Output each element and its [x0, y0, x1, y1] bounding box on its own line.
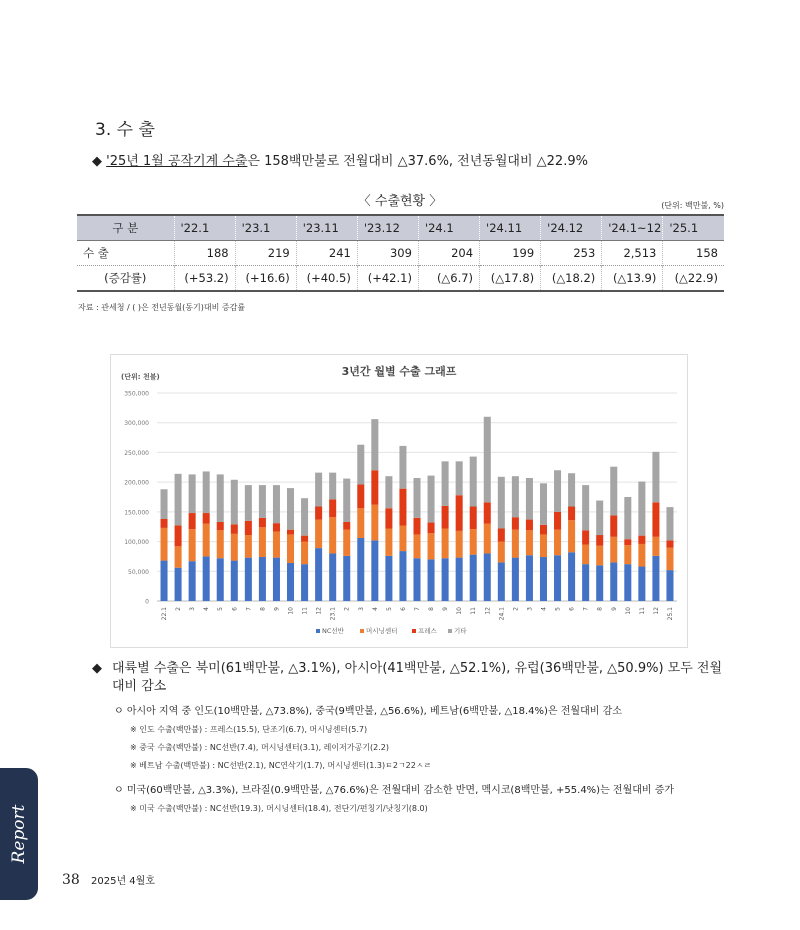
bar-segment — [273, 523, 280, 531]
bar-segment — [582, 564, 589, 601]
bar-segment — [568, 473, 575, 506]
bar-segment — [259, 485, 266, 518]
bar-segment — [512, 558, 519, 601]
table-cell: 204 — [418, 241, 479, 266]
bar-segment — [329, 517, 336, 553]
table-cell: (+40.5) — [296, 266, 357, 292]
america-paragraph: ㅇ 미국(60백만불, △3.3%), 브라질(0.9백만불, △76.6%)은 전월대비 감소한 반면, 멕시코(8백만불, +55.4%)는 전월대비 증가 — [114, 785, 675, 796]
bar-segment — [568, 520, 575, 552]
x-tick-label: 3 — [189, 607, 197, 611]
bar-segment — [287, 563, 294, 601]
bar-segment — [512, 530, 519, 558]
bar-segment — [512, 476, 519, 517]
table-header: 구 분 — [77, 215, 174, 241]
chart-title: 3년간 월별 수출 그래프 — [341, 365, 457, 378]
bullet-diamond: ◆ — [92, 154, 102, 169]
bar-segment — [526, 520, 533, 531]
bar-segment — [203, 556, 210, 601]
table-cell: (△22.9) — [663, 266, 724, 292]
bar-segment — [610, 515, 617, 536]
bar-segment — [231, 524, 238, 534]
bar-segment — [442, 506, 449, 529]
table-cell: 219 — [235, 241, 296, 266]
bar-segment — [484, 502, 491, 523]
y-tick-label: 0 — [145, 598, 149, 606]
bar-segment — [652, 502, 659, 536]
bar-segment — [526, 555, 533, 601]
bar-segment — [189, 561, 196, 601]
bar-segment — [203, 471, 210, 513]
table-cell: 241 — [296, 241, 357, 266]
bar-segment — [596, 501, 603, 535]
issue-label: 2025년 4월호 — [91, 876, 155, 887]
lead-rest: 은 158백만불로 전월대비 △37.6%, 전년동월대비 △22.9% — [247, 154, 588, 169]
bar-segment — [456, 558, 463, 601]
bar-segment — [624, 564, 631, 601]
bar-segment — [638, 544, 645, 567]
table-cell: 188 — [174, 241, 235, 266]
bar-segment — [329, 473, 336, 500]
bar-segment — [554, 555, 561, 601]
table-cell: (△17.8) — [480, 266, 541, 292]
x-tick-label: 7 — [245, 607, 253, 611]
bar-segment — [638, 567, 645, 601]
table-header: '23.1 — [235, 215, 296, 241]
x-tick-label: 8 — [259, 607, 267, 611]
bar-segment — [217, 474, 224, 522]
bar-segment — [582, 485, 589, 530]
bar-segment — [498, 528, 505, 541]
legend-label: 기타 — [454, 627, 467, 635]
table-header: '24.1 — [418, 215, 479, 241]
y-tick-label: 350,000 — [124, 390, 149, 398]
report-side-tab — [0, 768, 38, 900]
x-tick-label: 22.1 — [161, 607, 169, 621]
legend-swatch — [316, 629, 320, 633]
report-label: Report — [9, 804, 29, 864]
bar-segment — [568, 552, 575, 601]
x-tick-label: 5 — [554, 607, 562, 611]
bar-segment — [428, 559, 435, 601]
bar-segment — [161, 528, 168, 561]
table-header: '23.12 — [357, 215, 418, 241]
bar-segment — [498, 562, 505, 601]
x-tick-label: 4 — [203, 607, 211, 611]
bar-segment — [315, 473, 322, 507]
bar-segment — [329, 499, 336, 517]
bar-segment — [428, 533, 435, 559]
bar-segment — [287, 530, 294, 535]
bullet-diamond: ◆ — [92, 661, 102, 676]
bar-segment — [399, 551, 406, 601]
bar-segment — [666, 570, 673, 601]
bar-segment — [161, 519, 168, 528]
continent-summary — [92, 660, 732, 696]
table-header: '24.12 — [541, 215, 602, 241]
table-header: '22.1 — [174, 215, 235, 241]
bar-segment — [315, 548, 322, 601]
x-tick-label: 11 — [470, 607, 478, 615]
bar-segment — [484, 417, 491, 503]
bar-segment — [371, 505, 378, 541]
lead-sentence — [92, 150, 588, 169]
x-tick-label: 3 — [357, 607, 365, 611]
table-row — [77, 241, 724, 266]
table-cell: 158 — [663, 241, 724, 266]
bar-segment — [189, 529, 196, 561]
bar-segment — [470, 555, 477, 601]
y-tick-label: 150,000 — [124, 509, 149, 517]
bar-segment — [301, 498, 308, 535]
x-tick-label: 12 — [652, 607, 660, 615]
x-tick-label: 8 — [596, 607, 604, 611]
bar-segment — [329, 553, 336, 601]
bar-segment — [399, 446, 406, 489]
y-tick-label: 200,000 — [124, 479, 149, 487]
bar-segment — [413, 534, 420, 558]
table-unit: (단위: 백만불, %) — [661, 201, 724, 210]
bar-segment — [582, 530, 589, 544]
bar-segment — [484, 553, 491, 601]
bar-segment — [343, 522, 350, 530]
bar-segment — [175, 546, 182, 567]
bar-segment — [484, 524, 491, 554]
bar-segment — [652, 537, 659, 556]
row-label: 수 출 — [83, 246, 109, 260]
x-tick-label: 9 — [442, 607, 450, 611]
legend-label: 프레스 — [418, 627, 437, 635]
lead-underlined: '25년 1월 공작기계 수출 — [106, 154, 248, 169]
x-tick-label: 8 — [428, 607, 436, 611]
bar-segment — [526, 530, 533, 555]
note-vietnam: ※ 베트남 수출(백만불) : NC선반(2.1), NC연삭기(1.7), 머시닝센터(1.3)ㅌ2ㄱ22ㅅㄹ — [130, 761, 432, 770]
bar-segment — [175, 474, 182, 526]
x-tick-label: 5 — [385, 607, 393, 611]
bar-segment — [343, 556, 350, 601]
stacked-bar-chart — [111, 355, 687, 647]
bar-segment — [666, 548, 673, 571]
bar-segment — [189, 474, 196, 513]
legend-swatch — [360, 629, 364, 633]
bar-segment — [638, 482, 645, 536]
y-tick-label: 250,000 — [124, 449, 149, 457]
table-cell: 309 — [357, 241, 418, 266]
table-cell: 199 — [480, 241, 541, 266]
x-tick-label: 7 — [414, 607, 421, 611]
bar-segment — [357, 485, 364, 509]
bar-segment — [245, 558, 252, 601]
section-title: 3. 수 출 — [95, 120, 155, 140]
bar-segment — [624, 539, 631, 545]
bar-segment — [470, 529, 477, 555]
note-india: ※ 인도 수출(백만불) : 프레스(15.5), 단조기(6.7), 머시닝센터(5.7) — [130, 725, 368, 734]
x-tick-label: 6 — [231, 607, 239, 611]
bar-segment — [456, 495, 463, 531]
bar-segment — [301, 536, 308, 542]
bar-segment — [610, 537, 617, 563]
bar-segment — [371, 540, 378, 601]
x-tick-label: 10 — [624, 607, 632, 615]
table-source: 자료 : 관세청 / ( )은 전년동월(동기)대비 증감률 — [78, 303, 246, 312]
y-tick-label: 100,000 — [124, 539, 149, 547]
x-tick-label: 11 — [638, 607, 646, 615]
bar-segment — [442, 528, 449, 558]
x-tick-label: 11 — [301, 607, 309, 615]
y-tick-label: 300,000 — [124, 420, 149, 428]
bar-segment — [371, 470, 378, 504]
x-tick-label: 12 — [484, 607, 492, 615]
table-cell: (+16.6) — [235, 266, 296, 292]
bar-segment — [231, 561, 238, 601]
bar-segment — [301, 542, 308, 565]
bar-segment — [161, 489, 168, 519]
legend-label: NC선반 — [322, 627, 344, 635]
bar-segment — [596, 535, 603, 546]
bar-segment — [385, 556, 392, 601]
bar-segment — [259, 518, 266, 528]
bar-segment — [652, 556, 659, 601]
x-tick-label: 2 — [512, 607, 520, 611]
bar-segment — [385, 508, 392, 528]
bar-segment — [540, 557, 547, 601]
bar-segment — [498, 477, 505, 529]
bar-segment — [357, 445, 364, 485]
bar-segment — [245, 485, 252, 521]
bar-segment — [442, 558, 449, 601]
bar-segment — [554, 530, 561, 556]
bar-segment — [568, 507, 575, 521]
bar-segment — [456, 531, 463, 558]
table-cell: (△13.9) — [602, 266, 663, 292]
bar-segment — [259, 557, 266, 601]
note-china: ※ 중국 수출(백만불) : NC선반(7.4), 머시닝센터(3.1), 레이저가공기(2.2) — [130, 743, 390, 752]
x-tick-label: 6 — [568, 607, 576, 611]
bar-segment — [399, 489, 406, 526]
bar-segment — [666, 540, 673, 547]
bar-segment — [456, 461, 463, 495]
bar-segment — [526, 478, 533, 520]
bar-segment — [470, 457, 477, 507]
page-number: 38 — [62, 872, 80, 888]
table-header: '24.1~12 — [602, 215, 663, 241]
table-cell: (+53.2) — [174, 266, 235, 292]
bar-segment — [554, 470, 561, 512]
table-cell: (△18.2) — [541, 266, 602, 292]
x-tick-label: 23.1 — [329, 607, 337, 621]
bar-segment — [231, 480, 238, 525]
bar-segment — [315, 507, 322, 520]
bar-segment — [624, 545, 631, 564]
bar-segment — [343, 479, 350, 522]
bar-segment — [217, 558, 224, 601]
bar-segment — [161, 561, 168, 601]
x-tick-label: 25.1 — [666, 607, 674, 621]
bar-segment — [217, 530, 224, 558]
table-header-row — [77, 215, 724, 241]
bar-segment — [540, 534, 547, 557]
x-tick-label: 7 — [582, 607, 590, 611]
row-label: (증감률) — [77, 266, 174, 292]
table-header: '23.11 — [296, 215, 357, 241]
bar-segment — [652, 452, 659, 503]
bar-segment — [399, 526, 406, 552]
x-tick-label: 9 — [273, 607, 281, 611]
bar-segment — [428, 523, 435, 534]
x-tick-label: 12 — [315, 607, 323, 615]
x-tick-label: 24.1 — [498, 607, 506, 621]
continent-text: 대륙별 수출은 북미(61백만불, △3.1%), 아시아(41백만불, △52.1%), 유럽(36백만불, △50.9%) 모두 전월대비 감소 — [112, 661, 723, 694]
continent-section — [92, 660, 732, 814]
table-cell: (△6.7) — [418, 266, 479, 292]
bar-segment — [582, 545, 589, 565]
bar-segment — [610, 467, 617, 516]
table-cell: 2,513 — [602, 241, 663, 266]
bar-segment — [287, 534, 294, 563]
table-cell: (+42.1) — [357, 266, 418, 292]
asia-paragraph: ㅇ 아시아 지역 중 인도(10백만불, △73.8%), 중국(9백만불, △56.6%), 베트남(6백만불, △18.4%)은 전월대비 감소 — [114, 706, 622, 717]
bar-segment — [357, 508, 364, 538]
bar-segment — [512, 517, 519, 529]
table-header: '24.11 — [480, 215, 541, 241]
x-tick-label: 10 — [287, 607, 295, 615]
bar-segment — [442, 461, 449, 506]
table-cell: 253 — [541, 241, 602, 266]
bar-segment — [413, 478, 420, 518]
x-tick-label: 9 — [610, 607, 618, 611]
bar-segment — [315, 520, 322, 549]
x-tick-label: 2 — [175, 607, 183, 611]
bar-segment — [259, 527, 266, 557]
bar-segment — [175, 568, 182, 601]
bar-segment — [554, 512, 561, 530]
bar-segment — [610, 562, 617, 601]
bar-segment — [470, 507, 477, 530]
bar-segment — [666, 507, 673, 540]
chart-unit-label: (단위: 천불) — [121, 373, 160, 381]
table-header: '25.1 — [663, 215, 724, 241]
note-usa: ※ 미국 수출(백만불) : NC선반(19.3), 머시닝센터(18.4), 전단기/펀칭기/낫칭기(8.0) — [130, 804, 428, 813]
bar-segment — [231, 534, 238, 561]
legend-swatch — [412, 629, 416, 633]
x-tick-label: 4 — [371, 607, 379, 611]
bar-segment — [371, 419, 378, 470]
page-footer — [62, 872, 155, 888]
bar-segment — [273, 531, 280, 557]
x-tick-label: 5 — [217, 607, 225, 611]
bar-segment — [217, 522, 224, 530]
x-tick-label: 2 — [343, 607, 351, 611]
bar-segment — [203, 524, 210, 557]
bar-segment — [203, 513, 210, 524]
bar-segment — [301, 564, 308, 601]
bar-segment — [413, 518, 420, 535]
bar-segment — [189, 513, 196, 529]
bar-segment — [273, 558, 280, 601]
table-title: 〈 수출현황 〉 — [357, 194, 443, 209]
bar-segment — [624, 497, 631, 539]
bar-segment — [343, 530, 350, 556]
bar-segment — [498, 542, 505, 563]
bar-segment — [273, 485, 280, 523]
x-tick-label: 4 — [540, 607, 548, 611]
bar-segment — [357, 538, 364, 601]
chart-container — [110, 354, 688, 648]
bar-segment — [287, 488, 294, 530]
bar-segment — [245, 521, 252, 535]
bar-segment — [596, 546, 603, 566]
table-row — [77, 266, 724, 292]
bar-segment — [385, 476, 392, 508]
x-tick-label: 6 — [399, 607, 407, 611]
legend-label: 머시닝센터 — [366, 627, 398, 635]
bar-segment — [413, 558, 420, 601]
x-tick-label: 3 — [526, 607, 534, 611]
bar-segment — [540, 525, 547, 535]
bar-segment — [540, 483, 547, 525]
bar-segment — [245, 535, 252, 558]
export-table — [77, 214, 724, 292]
x-tick-label: 10 — [456, 607, 464, 615]
bar-segment — [596, 565, 603, 601]
legend-swatch — [448, 629, 452, 633]
y-tick-label: 50,000 — [128, 568, 149, 576]
bar-segment — [428, 476, 435, 523]
bar-segment — [175, 526, 182, 547]
bar-segment — [638, 536, 645, 544]
bar-segment — [385, 528, 392, 555]
